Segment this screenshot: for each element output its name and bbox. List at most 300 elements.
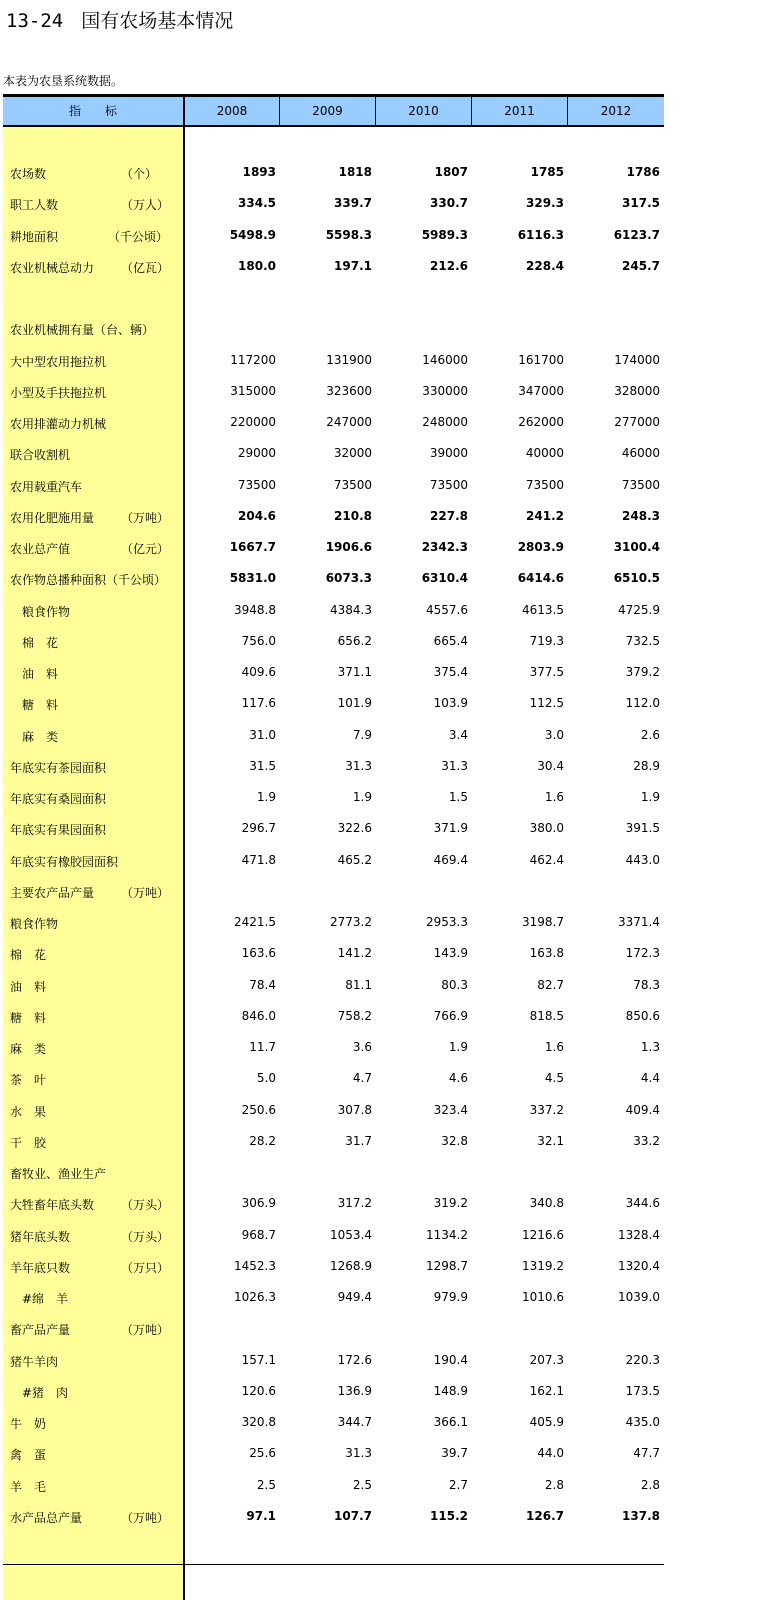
value-cell: 337.2 [529,1102,564,1117]
table-row [3,1189,664,1220]
header-year: 2009 [312,104,343,118]
table-row [3,189,664,220]
row-unit: （个） [121,167,158,181]
table-row [3,908,664,939]
value-cell: 212.6 [430,258,468,273]
value-cell: 4384.3 [330,602,372,617]
value-cell: 409.4 [625,1102,660,1117]
value-cell: 1053.4 [330,1227,372,1242]
row-label: 糖 料 [10,698,59,713]
value-cell: 40000 [525,446,564,461]
value-cell: 307.8 [337,1102,372,1117]
value-cell: 2.5 [352,1477,372,1492]
value-cell: 197.1 [334,258,372,273]
row-label: 畜牧业、渔业生产 [10,1167,107,1181]
value-cell: 32000 [333,446,372,461]
value-cell: 148.9 [433,1383,468,1398]
value-cell: 2.8 [640,1477,660,1492]
row-label: 农作物总播种面积（千公顷） [10,573,167,588]
header-indicator: 指 标 [68,104,117,118]
row-label: 农用载重汽车 [10,479,83,494]
value-cell: 1452.3 [234,1258,276,1273]
table-row [3,471,664,502]
row-label: 禽 蛋 [10,1448,47,1463]
value-cell: 143.9 [433,946,468,961]
value-cell: 220.3 [625,1352,660,1367]
table-row [3,1439,664,1470]
table-row [3,1346,664,1377]
value-cell: 391.5 [625,821,660,836]
value-cell: 1.9 [640,790,660,804]
value-cell: 47.7 [633,1446,660,1461]
value-cell: 3.4 [448,727,468,742]
value-cell: 4725.9 [618,602,660,617]
value-cell: 850.6 [625,1008,660,1023]
row-unit: （万吨） [121,1510,170,1525]
value-cell: 3100.4 [613,540,660,554]
row-label: 粮食作物 [10,604,71,619]
value-cell: 117200 [230,352,276,367]
bottom-rule [3,1564,664,1565]
value-cell: 137.8 [622,1508,660,1523]
value-cell: 136.9 [337,1383,372,1398]
value-cell: 339.7 [334,196,372,211]
row-label: #猪 肉 [10,1385,69,1400]
value-cell: 31.3 [441,758,468,773]
value-cell: 4.4 [640,1071,660,1086]
value-cell: 28.9 [633,758,660,773]
value-cell: 97.1 [246,1508,276,1523]
value-cell: 44.0 [537,1446,564,1461]
row-label: 年底实有茶园面积 [10,760,107,775]
value-cell: 371.9 [433,821,468,836]
header-year: 2011 [504,104,535,118]
table-row [3,752,664,783]
value-cell: 756.0 [241,633,276,648]
value-cell: 248000 [422,415,468,429]
value-cell: 6310.4 [421,571,468,586]
value-cell: 73500 [525,477,564,492]
row-label: 棉 花 [10,635,59,650]
table-row [3,1252,664,1283]
value-cell: 30.4 [537,758,564,773]
row-label: 牛 奶 [10,1417,47,1431]
value-cell: 2953.3 [426,915,468,929]
table-row [3,283,664,314]
row-label: 畜产品产量 [10,1323,71,1338]
value-cell: 1134.2 [426,1227,468,1242]
value-cell: 228.4 [526,258,564,273]
value-cell: 220000 [230,415,276,429]
value-cell: 190.4 [433,1352,468,1367]
table-row [3,1002,664,1033]
value-cell: 5989.3 [421,227,468,242]
value-cell: 443.0 [625,852,660,867]
table-row [3,158,664,189]
value-cell: 31.5 [249,758,276,773]
value-cell: 758.2 [337,1008,372,1023]
row-label: #绵 羊 [10,1292,69,1306]
row-unit: （万吨） [121,510,170,525]
row-label: 年底实有桑园面积 [10,792,107,806]
value-cell: 6073.3 [325,571,372,586]
value-cell: 1807 [434,165,468,179]
table-number: 13-24 [6,10,64,32]
value-cell: 330000 [422,383,468,398]
value-cell: 3.0 [544,727,564,742]
value-cell: 1010.6 [522,1290,564,1304]
value-cell: 157.1 [241,1352,276,1367]
header-year: 2012 [600,104,632,118]
row-label: 水 果 [10,1104,47,1119]
value-cell: 4.7 [352,1071,372,1086]
value-cell: 33.2 [633,1133,660,1148]
value-cell: 5831.0 [229,571,276,586]
value-cell: 207.3 [529,1352,564,1367]
value-cell: 846.0 [241,1008,276,1023]
value-cell: 344.7 [337,1415,372,1429]
value-cell: 1818 [338,165,372,179]
value-cell: 163.6 [241,946,276,961]
value-cell: 82.7 [537,977,564,992]
value-cell: 4.6 [448,1071,468,1086]
table-row [3,502,664,533]
row-label: 油 料 [10,667,59,681]
value-cell: 25.6 [249,1446,276,1461]
row-label: 猪牛羊肉 [10,1354,59,1369]
value-cell: 146000 [422,352,468,367]
row-label: 油 料 [10,979,47,994]
value-cell: 32.8 [441,1133,468,1148]
value-cell: 330.7 [430,196,468,211]
row-label: 农用化肥施用量 [10,510,95,525]
value-cell: 1.9 [352,790,372,804]
table-row [3,658,664,689]
value-cell: 1298.7 [426,1258,468,1273]
value-cell: 173.5 [625,1383,660,1398]
value-cell: 1786 [626,165,660,179]
table-row [3,721,664,752]
table-row [3,1502,664,1533]
value-cell: 320.8 [241,1415,276,1429]
value-cell: 766.9 [433,1008,468,1023]
table-row [3,939,664,970]
value-cell: 31.0 [249,727,276,742]
row-unit: （亿元） [121,542,170,556]
value-cell: 435.0 [625,1415,660,1429]
value-cell: 334.5 [238,196,276,211]
value-cell: 347000 [518,383,564,398]
value-cell: 1268.9 [330,1258,372,1273]
value-cell: 162.1 [529,1383,564,1398]
value-cell: 29000 [237,446,276,461]
value-cell: 31.3 [345,758,372,773]
table-row [3,314,664,345]
value-cell: 719.3 [529,633,564,648]
table-row [3,408,664,439]
value-cell: 1.3 [640,1040,660,1054]
table-row [3,627,664,658]
value-cell: 117.6 [241,696,276,711]
row-label: 羊年底只数 [10,1260,71,1275]
value-cell: 3948.8 [234,602,276,617]
value-cell: 322.6 [337,821,372,836]
value-cell: 112.0 [625,696,660,711]
value-cell: 73500 [333,477,372,492]
table-row [3,1408,664,1439]
value-cell: 329.3 [526,196,564,211]
table-row [3,1158,664,1189]
value-cell: 262000 [518,415,564,429]
value-cell: 4613.5 [522,602,564,617]
table-note: 本表为农垦系统数据。 [3,74,124,88]
value-cell: 1.9 [256,790,276,804]
value-cell: 31.3 [345,1446,372,1461]
value-cell: 245.7 [622,258,660,273]
table-row [3,1314,664,1345]
value-cell: 11.7 [249,1040,276,1054]
value-cell: 405.9 [529,1415,564,1429]
value-cell: 315000 [230,383,276,398]
value-cell: 39000 [429,446,468,461]
value-cell: 818.5 [529,1008,564,1023]
value-cell: 6414.6 [517,571,564,586]
value-cell: 247000 [326,415,372,429]
value-cell: 375.4 [433,665,468,679]
row-label: 麻 类 [10,729,59,744]
value-cell: 1.5 [448,790,468,804]
table-row [3,846,664,877]
table-row [3,1127,664,1158]
value-cell: 328000 [614,383,660,398]
row-label: 羊 毛 [10,1479,47,1494]
row-label: 农业总产值 [10,542,71,556]
row-label: 麻 类 [10,1042,47,1056]
row-label: 农用排灌动力机械 [10,417,107,431]
header-year: 2008 [216,104,248,118]
row-unit: （千公顷） [108,229,169,244]
table-title: 国有农场基本情况 [81,10,234,32]
row-label: 职工人数 [10,198,59,213]
page-title [6,6,233,33]
value-cell: 2.8 [544,1477,564,1492]
row-unit: （万人） [121,198,170,213]
value-cell: 968.7 [241,1227,276,1242]
value-cell: 46000 [621,446,660,461]
header-rule [3,125,664,127]
value-cell: 39.7 [441,1446,468,1461]
value-cell: 2773.2 [330,915,372,929]
value-cell: 323.4 [433,1102,468,1117]
value-cell: 1320.4 [618,1258,660,1273]
value-cell: 248.3 [622,508,660,523]
table-row [3,377,664,408]
value-cell: 81.1 [345,977,372,992]
table-row [3,689,664,720]
value-cell: 73500 [429,477,468,492]
value-cell: 317.5 [622,196,660,211]
value-cell: 112.5 [529,696,564,711]
value-cell: 4557.6 [426,602,468,617]
row-label: 农业机械总动力 [10,260,95,275]
table-row [3,1096,664,1127]
value-cell: 1319.2 [522,1258,564,1273]
value-cell: 141.2 [337,946,372,961]
table-row [3,564,664,595]
value-cell: 131900 [326,352,372,367]
value-cell: 462.4 [529,852,564,867]
value-cell: 31.7 [345,1133,372,1148]
row-label: 棉 花 [10,948,47,963]
table-row [3,877,664,908]
value-cell: 296.7 [241,821,276,836]
table-row [3,783,664,814]
row-unit: （万头） [121,1198,170,1213]
value-cell: 172.3 [625,946,660,961]
table-row [3,971,664,1002]
row-label: 大中型农用拖拉机 [10,354,107,369]
value-cell: 3371.4 [618,915,660,929]
row-label: 联合收割机 [10,448,71,463]
value-cell: 80.3 [441,977,468,992]
value-cell: 4.5 [544,1071,564,1086]
row-label: 水产品总产量 [10,1510,83,1525]
row-label: 粮食作物 [10,917,59,931]
table-row [3,1377,664,1408]
row-label: 干 胶 [10,1135,47,1150]
value-cell: 1216.6 [522,1227,564,1242]
value-cell: 172.6 [337,1352,372,1367]
table-row [3,596,664,627]
value-cell: 28.2 [249,1133,276,1148]
value-cell: 5498.9 [229,227,276,242]
value-cell: 2803.9 [517,540,564,554]
value-cell: 1026.3 [234,1290,276,1304]
table-row [3,1283,664,1314]
value-cell: 210.8 [334,508,372,523]
row-label: 农场数 [10,167,47,181]
table-row [3,1471,664,1502]
value-cell: 1785 [530,165,564,179]
table-row [3,346,664,377]
row-label: 年底实有橡胶园面积 [10,854,119,869]
table-row [3,1033,664,1064]
value-cell: 161700 [518,352,564,367]
value-cell: 3198.7 [522,915,564,929]
value-cell: 323600 [326,383,372,398]
value-cell: 1.6 [544,790,564,804]
header-year: 2010 [408,104,439,118]
value-cell: 665.4 [433,633,468,648]
row-label: 大牲畜年底头数 [10,1198,95,1213]
value-cell: 1893 [242,165,276,179]
value-cell: 317.2 [337,1196,372,1211]
value-cell: 103.9 [433,696,468,711]
value-cell: 180.0 [238,258,276,273]
value-cell: 78.3 [633,977,660,992]
value-cell: 73500 [621,477,660,492]
data-table [3,94,664,1600]
value-cell: 1328.4 [618,1227,660,1242]
value-cell: 469.4 [433,852,468,867]
value-cell: 107.7 [334,1508,372,1523]
value-cell: 319.2 [433,1196,468,1211]
value-cell: 380.0 [529,821,564,836]
value-cell: 120.6 [241,1383,276,1398]
value-cell: 379.2 [625,665,660,679]
value-cell: 2.5 [256,1477,276,1492]
value-cell: 5.0 [256,1071,276,1086]
value-cell: 656.2 [337,633,372,648]
value-cell: 344.6 [625,1196,660,1211]
value-cell: 1.9 [448,1040,468,1054]
value-cell: 979.9 [433,1290,468,1304]
row-label: 耕地面积 [10,229,59,244]
value-cell: 2.7 [448,1477,468,1492]
value-cell: 409.6 [241,665,276,679]
value-cell: 2342.3 [421,540,468,554]
row-label: 农业机械拥有量（台、辆） [10,323,155,338]
value-cell: 2421.5 [234,915,276,929]
value-cell: 949.4 [337,1290,372,1304]
value-cell: 3.6 [352,1040,372,1054]
value-cell: 465.2 [337,852,372,867]
value-cell: 241.2 [526,508,564,523]
value-cell: 227.8 [430,508,468,523]
value-cell: 78.4 [249,977,276,992]
value-cell: 204.6 [238,508,276,523]
value-cell: 7.9 [352,727,372,742]
value-cell: 371.1 [337,665,372,679]
value-cell: 5598.3 [325,227,372,242]
row-label: 小型及手扶拖拉机 [10,385,107,400]
value-cell: 250.6 [241,1102,276,1117]
value-cell: 1039.0 [618,1290,660,1304]
value-cell: 174000 [614,352,660,367]
value-cell: 732.5 [625,633,660,648]
row-label: 主要农产品产量 [10,885,95,900]
value-cell: 1906.6 [325,540,372,554]
value-cell: 73500 [237,477,276,492]
value-cell: 340.8 [529,1196,564,1211]
table-row [3,814,664,845]
table-row [3,533,664,564]
row-unit: （万头） [121,1229,170,1244]
row-label: 茶 叶 [10,1073,47,1088]
value-cell: 1.6 [544,1040,564,1054]
value-cell: 1667.7 [229,540,276,554]
row-label: 年底实有果园面积 [10,823,107,838]
value-cell: 101.9 [337,696,372,711]
value-cell: 163.8 [529,946,564,961]
value-cell: 471.8 [241,852,276,867]
row-unit: （万吨） [121,1323,170,1338]
table-row [3,439,664,470]
value-cell: 6510.5 [613,571,660,586]
value-cell: 32.1 [537,1133,564,1148]
table-row [3,1064,664,1095]
row-unit: （万吨） [121,885,170,900]
row-unit: （万只） [121,1260,170,1275]
value-cell: 306.9 [241,1196,276,1211]
value-cell: 2.6 [640,727,660,742]
row-label: 糖 料 [10,1010,47,1025]
value-cell: 126.7 [526,1508,564,1523]
value-cell: 366.1 [433,1415,468,1429]
table-row [3,1221,664,1252]
value-cell: 377.5 [529,665,564,679]
value-cell: 277000 [614,415,660,429]
